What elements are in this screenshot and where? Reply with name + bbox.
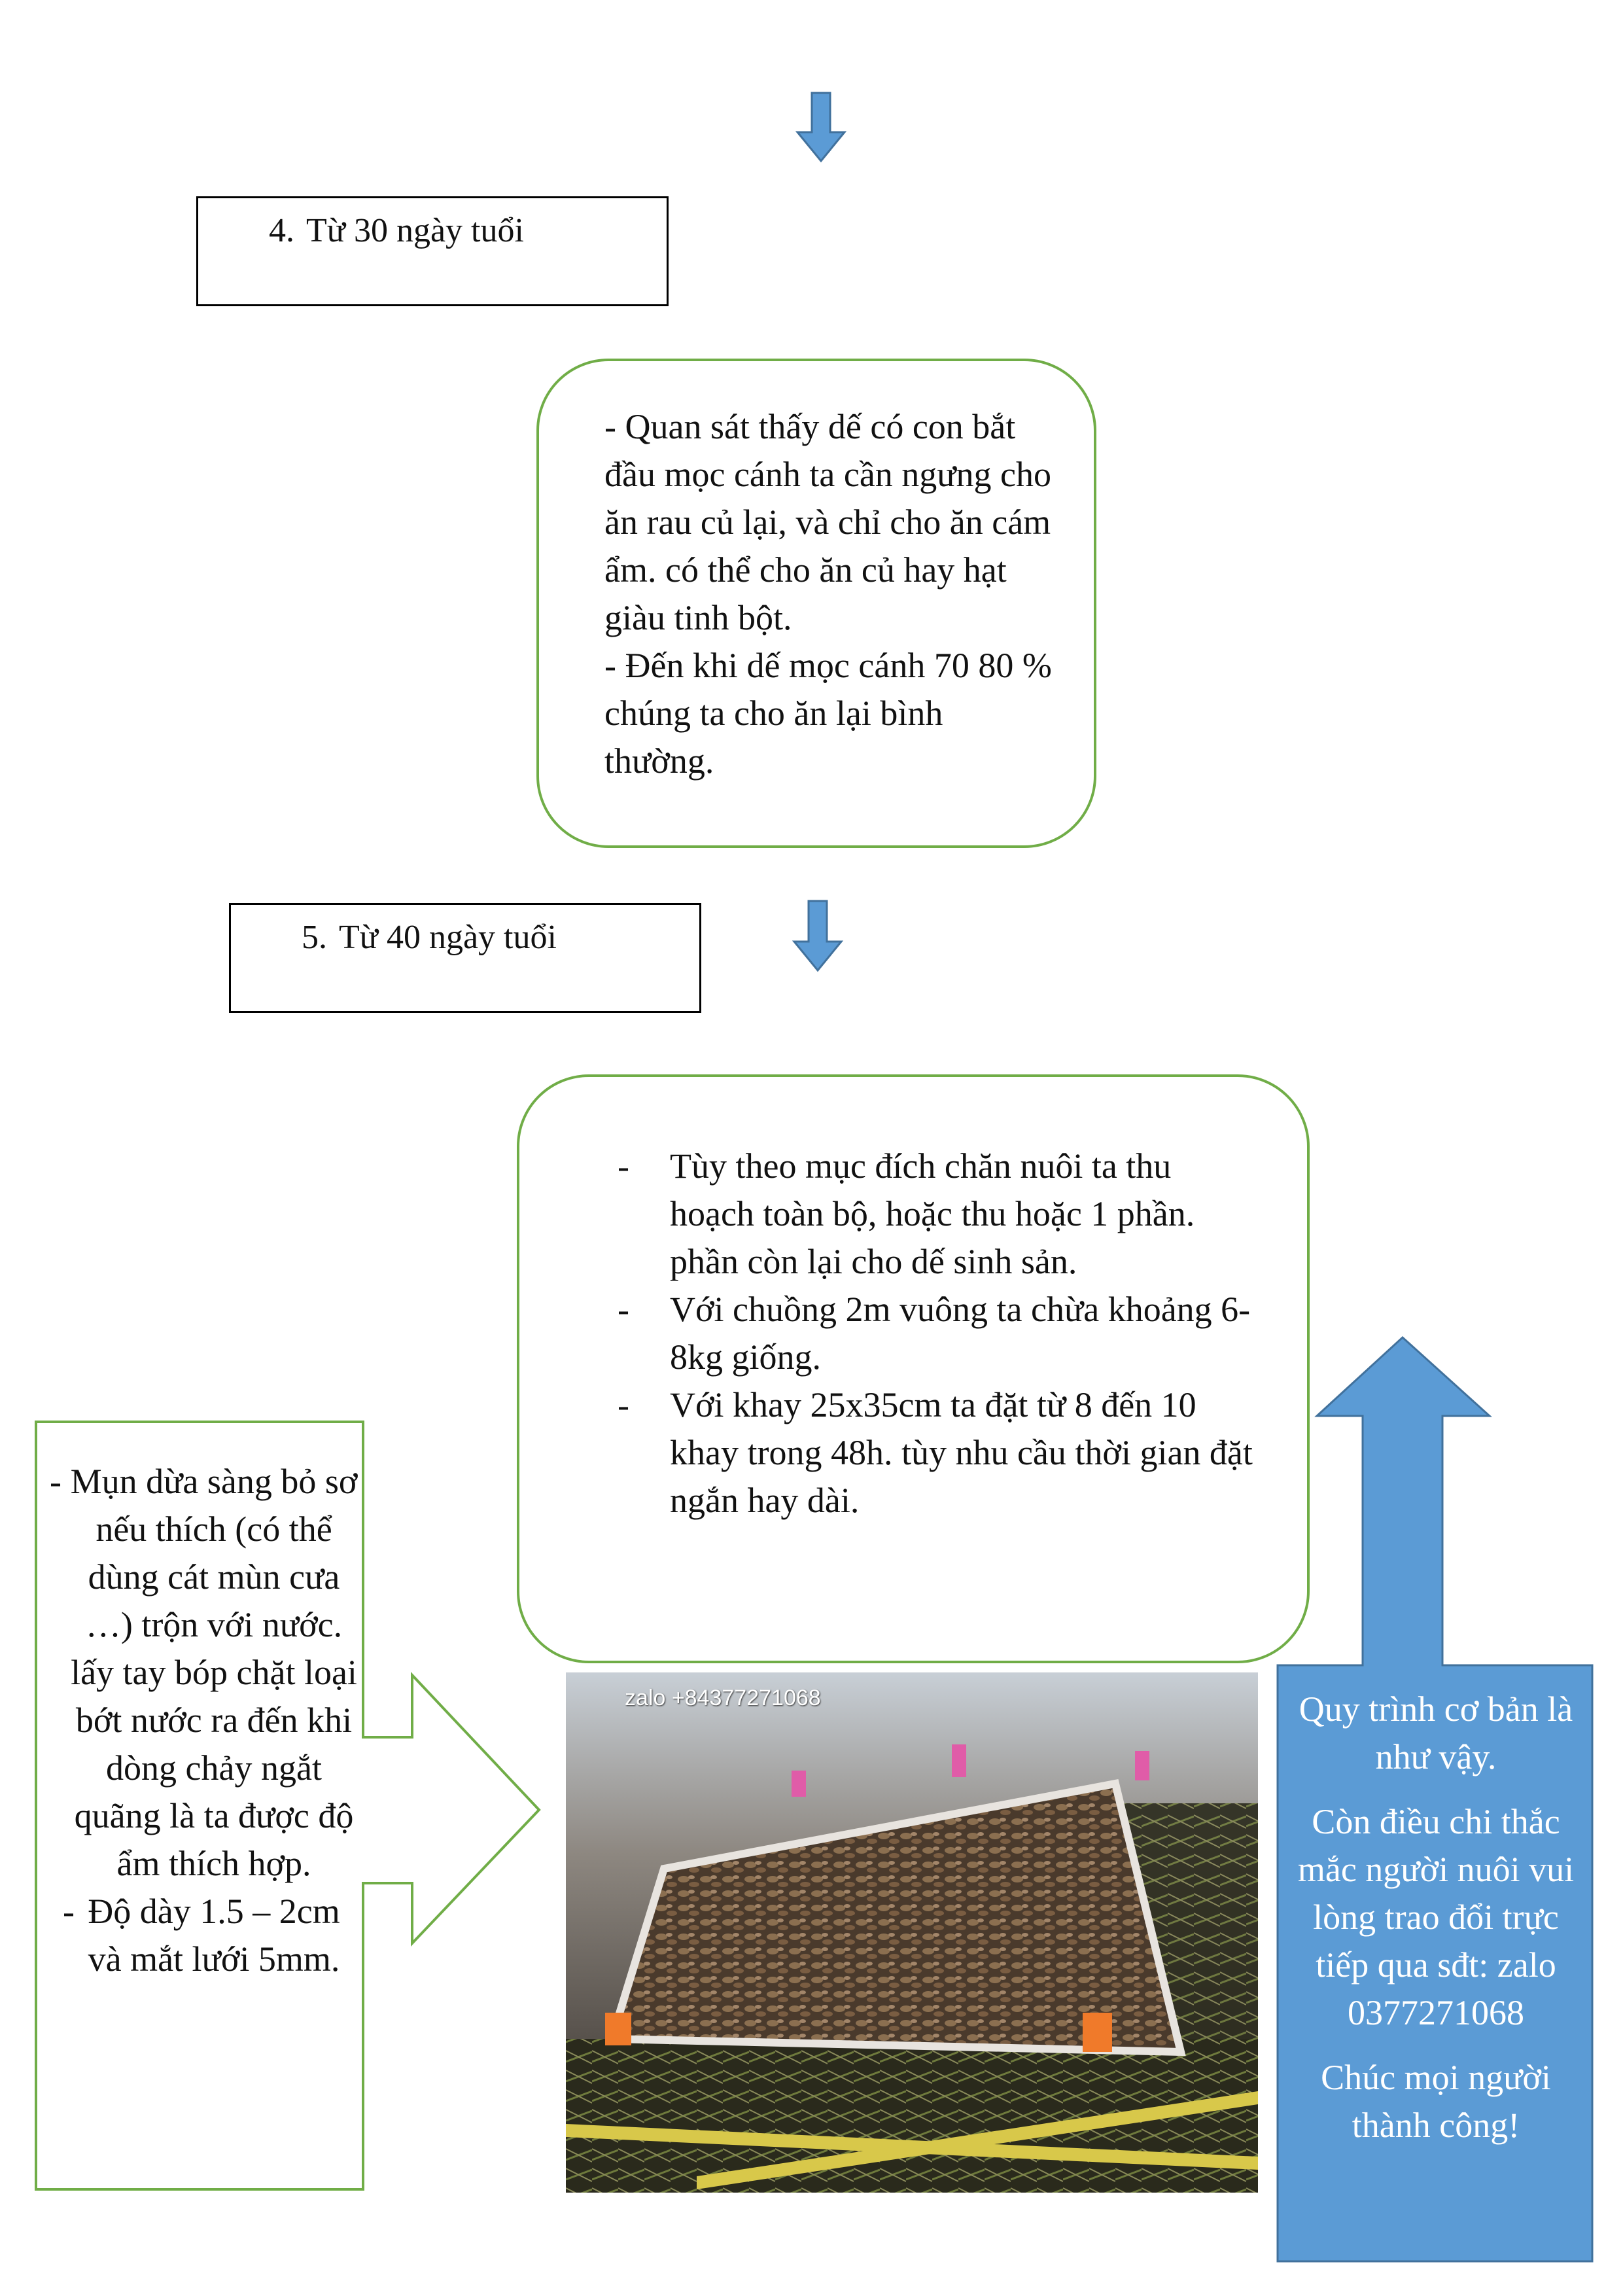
stage-4-number: 4. xyxy=(269,212,294,249)
stage-4-box xyxy=(196,196,669,306)
substrate-notes xyxy=(46,1458,360,2112)
stage-4-note: - Đến khi dế mọc cánh 70 80 % chúng ta cho ăn lại bình thường. xyxy=(604,646,1052,781)
list-dash: - xyxy=(618,1385,629,1424)
stage-4-label: Từ 30 ngày tuổi xyxy=(306,212,524,249)
list-dash: - xyxy=(63,1892,75,1931)
stage-5-notes-list xyxy=(618,1142,1261,1525)
cricket-tray-photo xyxy=(566,1672,1258,2193)
stage-4-note: - Quan sát thấy dế có con bắt đầu mọc cánh ta cần ngưng cho ăn rau củ lại, và chỉ cho ăn cám ẩm. có thể cho ăn củ hay hạt giàu tinh bột. xyxy=(604,407,1052,637)
stage-4-notes-box xyxy=(536,359,1096,848)
closing-line: Chúc mọi người thành công! xyxy=(1321,2058,1551,2145)
closing-panel-text xyxy=(1292,1686,1580,2222)
list-dash: - xyxy=(618,1290,629,1329)
stage-4-notes-list xyxy=(604,403,1055,785)
stage-5-note: - Với chuồng 2m vuông ta chừa khoảng 6-8kg giống. xyxy=(618,1286,1261,1381)
list-dash: - xyxy=(618,1146,629,1186)
substrate-note: - Độ dày 1.5 – 2cm và mắt lưới 5mm. xyxy=(46,1888,360,1983)
substrate-note: - Mụn dừa sàng bỏ sơ nếu thích (có thể dùng cát mùn cưa …) trộn với nước. lấy tay bóp chặt loại bớt nước ra đến khi dòng chảy ngắt quãng là ta được độ ẩm thích hợp. xyxy=(46,1458,360,1888)
stage-5-number: 5. xyxy=(302,919,327,956)
closing-line: Còn điều chi thắc mắc người nuôi vui lòng trao đổi trực tiếp qua sđt: zalo 0377271068 xyxy=(1297,1802,1575,2032)
closing-line: Quy trình cơ bản là như vậy. xyxy=(1299,1689,1573,1776)
down-arrow-icon xyxy=(795,92,847,164)
photo-watermark: zalo +84377271068 xyxy=(625,1686,821,1710)
down-arrow-icon xyxy=(792,900,844,973)
stage-5-notes-box xyxy=(517,1074,1310,1663)
list-dash: - xyxy=(50,1462,61,1501)
stage-5-note: - Tùy theo mục đích chăn nuôi ta thu hoạch toàn bộ, hoặc thu hoặc 1 phần. phần còn lại cho dế sinh sản. xyxy=(618,1142,1261,1286)
stage-5-note: - Với khay 25x35cm ta đặt từ 8 đến 10 khay trong 48h. tùy nhu cầu thời gian đặt ngắn hay dài. xyxy=(618,1381,1261,1525)
stage-5-label: Từ 40 ngày tuổi xyxy=(339,919,557,956)
stage-5-box xyxy=(229,903,701,1013)
